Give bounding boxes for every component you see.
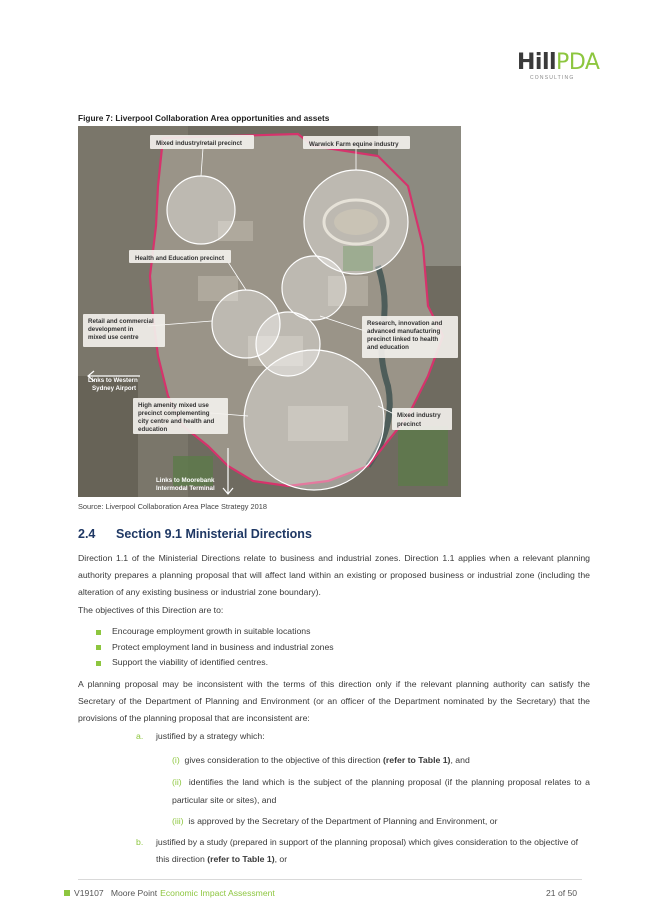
footer-project: Moore Point <box>110 888 158 898</box>
list-text-iii: is approved by the Secretary of the Department of Planning and Environment, or <box>188 816 498 826</box>
list-text-i: gives consideration to the objective of this direction <box>184 755 384 765</box>
list-label-b: b. <box>136 837 144 847</box>
label-links-moorebank-line-1: Links to Moorebank <box>156 477 215 484</box>
paragraph-inconsistency: A planning proposal may be inconsistent with the terms of this direction only if the relevant planning authority can satisfy the Secretary of the Department of Planning and Environment (or an officer of the Department nominated by the Secretary) that the provisions of the planning proposal that are inconsistent are: <box>78 679 590 723</box>
bullet-marker <box>96 645 101 650</box>
list-item-i <box>172 751 590 769</box>
list-item-a <box>136 728 590 745</box>
section-heading <box>78 527 312 541</box>
list-label-i: (i) <box>172 755 180 765</box>
label-links-moorebank <box>156 477 216 492</box>
label-research-line-2: advanced manufacturing <box>367 328 441 335</box>
logo-pda-text: PDA <box>556 50 600 75</box>
bullet-item <box>96 655 576 671</box>
logo-hill-text: Hill <box>517 50 557 75</box>
list-label-iii: (iii) <box>172 816 184 826</box>
footer-code: V19107 <box>74 888 104 898</box>
label-retail-commercial-line-1: Retail and commercial <box>88 318 154 325</box>
label-mixed-industry-retail: Mixed industry/retail precinct <box>156 140 242 147</box>
collaboration-area-map <box>78 126 461 497</box>
footer-marker <box>64 890 70 896</box>
footer-divider <box>78 879 582 880</box>
section-number: 2.4 <box>78 527 96 541</box>
footer-doc-title: Economic Impact Assessment <box>160 888 275 898</box>
list-label-ii: (ii) <box>172 777 182 787</box>
label-retail-commercial-line-3: mixed use centre <box>88 334 139 341</box>
list-item-b <box>136 834 590 868</box>
bullet-text: Encourage employment growth in suitable locations <box>112 626 311 636</box>
list-item-ii <box>172 773 590 809</box>
label-mixed-industry-line-1: Mixed industry <box>397 412 441 419</box>
label-health-education: Health and Education precinct <box>135 255 225 262</box>
list-text-ii: identifies the land which is the subject of the planning proposal (if the planning proposal relates to a particular site or sites), and <box>172 777 591 806</box>
page-number: 21 of 50 <box>546 888 578 898</box>
bullet-marker <box>96 630 101 635</box>
label-mixed-industry-line-2: precinct <box>397 421 422 428</box>
bullet-text: Support the viability of identified centres. <box>112 657 268 668</box>
bullet-item <box>96 640 576 656</box>
objectives-list <box>96 624 576 671</box>
label-high-amenity-line-2: precinct complementing <box>138 410 210 417</box>
list-ref-i: (refer to Table 1) <box>383 755 451 765</box>
label-research-line-1: Research, innovation and <box>367 320 443 327</box>
list-body-b <box>156 834 590 868</box>
label-links-western-sydney <box>88 377 139 392</box>
label-warwick-farm: Warwick Farm equine industry <box>309 141 399 148</box>
paragraph-direction-intro: Direction 1.1 of the Ministerial Directions relate to business and industrial zones. Direction 1.1 applies when a relevant planning authority prepares a planning proposal that will affect land within an existing or proposed business or industrial zone (including the alteration of any existing business or industrial zone boundary). <box>78 553 590 597</box>
label-high-amenity-line-4: education <box>138 426 168 433</box>
label-links-western-line-1: Links to Western <box>88 377 138 384</box>
section-title: Section 9.1 Ministerial Directions <box>116 527 312 541</box>
bullet-marker <box>96 661 101 666</box>
footer <box>64 888 275 898</box>
label-links-western-line-2: Sydney Airport <box>92 385 137 392</box>
logo-subtitle: CONSULTING <box>530 75 575 81</box>
hillpda-logo <box>517 52 609 88</box>
label-links-moorebank-line-2: Intermodal Terminal <box>156 485 215 492</box>
figure-caption: Figure 7: Liverpool Collaboration Area opportunities and assets <box>78 113 330 123</box>
label-high-amenity-line-1: High amenity mixed use <box>138 402 209 409</box>
figure-source: Source: Liverpool Collaboration Area Place Strategy 2018 <box>78 502 267 511</box>
bullet-item <box>96 624 576 640</box>
list-label-a: a. <box>136 731 144 741</box>
label-retail-commercial-line-2: development in <box>88 326 134 333</box>
list-tail-i: , and <box>450 755 470 765</box>
paragraph-objectives-intro: The objectives of this Direction are to: <box>78 605 224 615</box>
list-text-b: justified by a study (prepared in support of the planning proposal) which gives consideration to the objective of this direction <box>156 837 579 864</box>
label-high-amenity-line-3: city centre and health and <box>138 418 215 425</box>
list-tail-b: , or <box>274 853 288 864</box>
list-ref-b: (refer to Table 1) <box>207 853 275 864</box>
label-research-line-4: and education <box>367 344 409 351</box>
list-text-a: justified by a strategy which: <box>156 731 265 741</box>
label-research-line-3: precinct linked to health <box>367 336 439 343</box>
list-item-iii <box>172 812 590 830</box>
bullet-text: Protect employment land in business and industrial zones <box>112 641 334 652</box>
